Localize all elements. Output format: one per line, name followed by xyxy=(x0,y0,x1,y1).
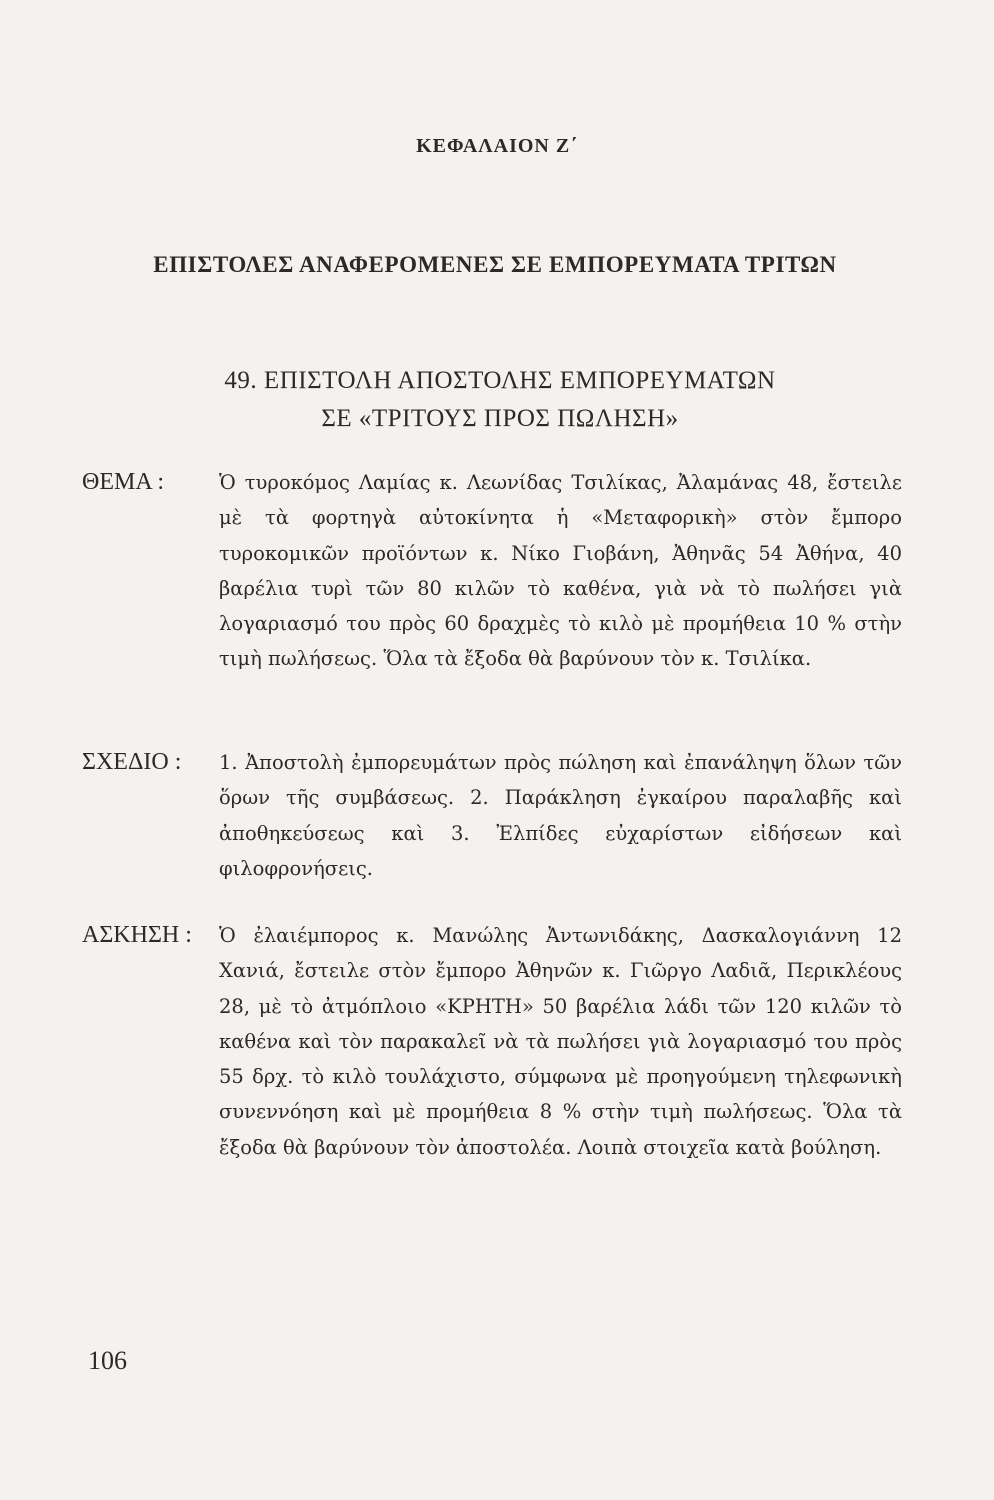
section-askisi-text: Ὁ ἐλαιέμπορος κ. Μανώλης Ἀντωνιδάκης, Δασκαλογιάννη 12 Χανιά, ἔστειλε στὸν ἔμπορο Ἀθηνῶν κ. Γιῶργο Λαδιᾶ, Περικλέους 28, μὲ τὸ ἀτμόπλοιο «ΚΡΗΤΗ» 50 βαρέλια λάδι τῶν 120 κιλῶν τὸ καθένα καὶ τὸν παρακαλεῖ νὰ τὰ πωλήσει γιὰ λογαριασμό του πρὸς 55 δρχ. τὸ κιλὸ τουλάχιστο, σύμφωνα μὲ προηγούμενη τηλεφωνικὴ συνεννόηση καὶ μὲ προμήθεια 8 % στὴν τιμὴ πωλήσεως. Ὅλα τὰ ἔξοδα θὰ βαρύνουν τὸν ἀποστολέα. Λοιπὰ στοιχεῖα κατὰ βούληση. xyxy=(219,924,902,1159)
section-thema xyxy=(82,465,902,677)
section-askisi xyxy=(82,918,902,1165)
chapter-heading: ΚΕΦΑΛΑΙΟΝ Ζ΄ xyxy=(416,135,578,157)
section-thema-text: Ὁ τυροκόμος Λαμίας κ. Λεωνίδας Τσιλίκας, Ἀλαμάνας 48, ἔστειλε μὲ τὰ φορτηγὰ αὐτοκίνητα ἡ «Μεταφορικὴ» στὸν ἔμπορο τυροκομικῶν προϊόντων κ. Νίκο Γιοβάνη, Ἀθηνᾶς 54 Ἀθήνα, 40 βαρέλια τυρὶ τῶν 80 κιλῶν τὸ καθένα, γιὰ νὰ τὸ πωλήσει γιὰ λογαριασμό του πρὸς 60 δραχμὲς τὸ κιλὸ μὲ προμήθεια 10 % στὴν τιμὴ πωλήσεως. Ὅλα τὰ ἔξοδα θὰ βαρύνουν τὸν κ. Τσιλίκα. xyxy=(219,471,902,671)
letter-title-line-1: 49. ΕΠΙΣΤΟΛΗ ΑΠΟΣΤΟΛΗΣ ΕΜΠΟΡΕΥΜΑΤΩΝ xyxy=(224,367,776,394)
letter-title xyxy=(120,362,880,438)
main-title: ΕΠΙΣΤΟΛΕΣ ΑΝΑΦΕΡΟΜΕΝΕΣ ΣΕ ΕΜΠΟΡΕΥΜΑΤΑ ΤΡΙΤΩΝ xyxy=(153,252,837,277)
letter-title-line-2: ΣΕ «ΤΡΙΤΟΥΣ ΠΡΟΣ ΠΩΛΗΣΗ» xyxy=(321,405,679,432)
section-schedio-label: ΣΧΕΔΙΟ : xyxy=(82,749,182,775)
section-thema-label: ΘΕΜΑ : xyxy=(82,469,165,495)
section-askisi-label: ΑΣΚΗΣΗ : xyxy=(82,922,192,948)
page-number: 106 xyxy=(88,1346,127,1375)
section-schedio xyxy=(82,745,902,886)
section-schedio-text: 1. Ἀποστολὴ ἐμπορευμάτων πρὸς πώληση καὶ ἐπανάληψη ὅλων τῶν ὅρων τῆς συμβάσεως. 2. Παράκληση ἐγκαίρου παραλαβῆς καὶ ἀποθηκεύσεως καὶ 3. Ἐλπίδες εὐχαρίστων εἰδήσεων καὶ φιλοφρονήσεις. xyxy=(219,751,902,880)
